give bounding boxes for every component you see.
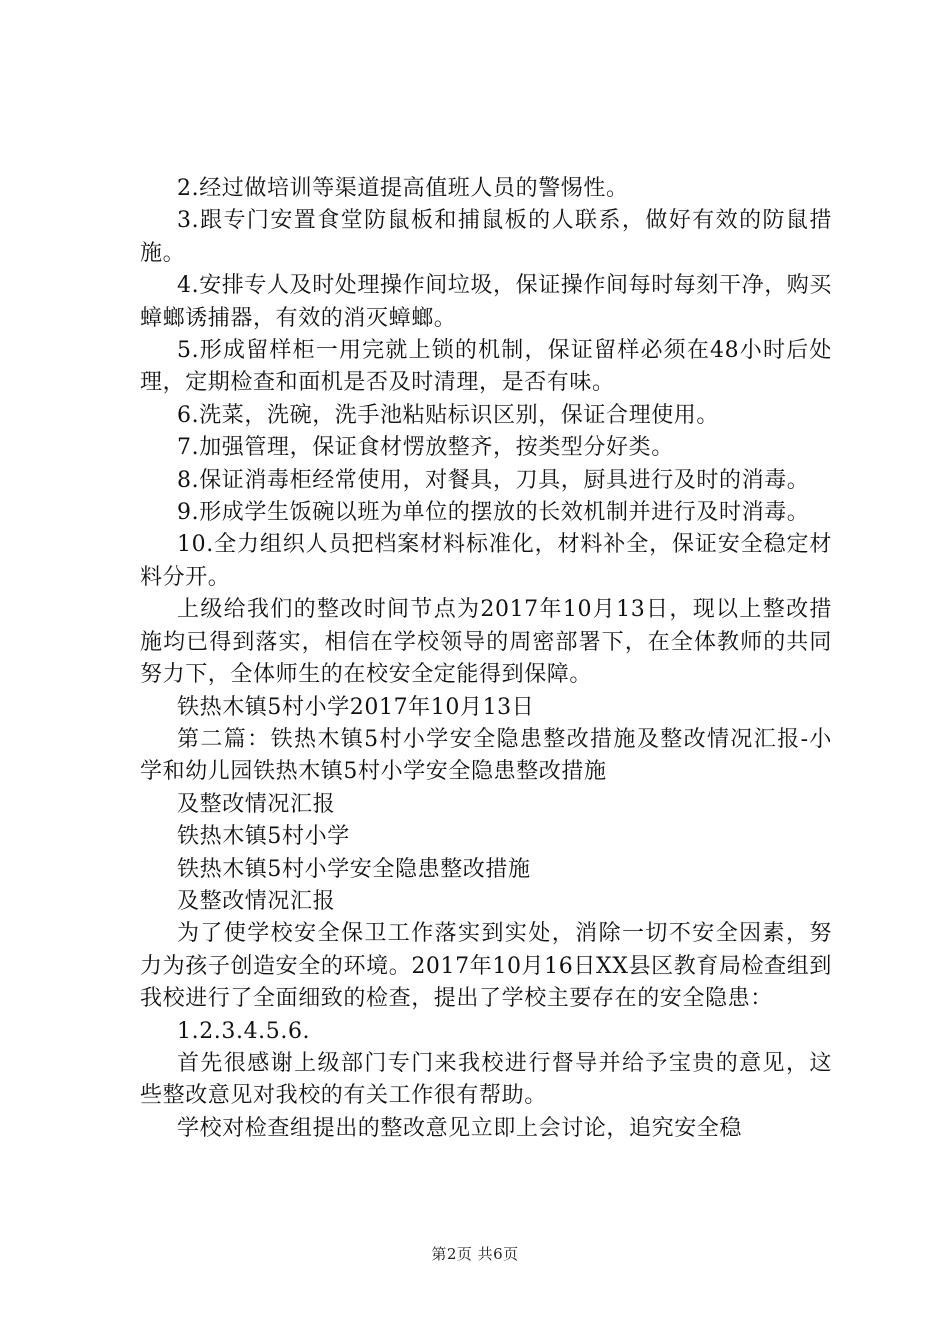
paragraph-item-6: 6.洗菜，洗碗，洗手池粘贴标识区别，保证合理使用。 [177, 402, 719, 428]
section-heading: 第二篇：铁热木镇5村小学安全隐患整改措施及整改情况汇报-小学和幼儿园铁热木镇5村小学安全隐患整改措施 [140, 726, 832, 785]
paragraph-hazard-list: 1.2.3.4.5.6. [177, 1018, 311, 1044]
school-name: 铁热木镇5村小学 [177, 824, 350, 850]
paragraph-item-5: 5.形成留样柜一用完就上锁的机制，保证留样必须在48小时后处理，定期检查和面机是否及时清理，是否有味。 [140, 338, 832, 396]
paragraph-intro: 为了使学校安全保卫工作落实到实处，消除一切不安全因素，努力为孩子创造安全的环境。2017年10月16日XX县区教育局检查组到我校进行了全面细致的检查，提出了学校主要存在的安全隐患： [140, 921, 832, 1012]
paragraph-thanks: 首先很感谢上级部门专门来我校进行督导并给予宝贵的意见，这些整改意见对我校的有关工作很有帮助。 [140, 1050, 832, 1109]
paragraph-item-7: 7.加强管理，保证食材愣放整齐，按类型分好类。 [177, 435, 674, 461]
document-body [140, 173, 832, 1145]
report-title-continued: 及整改情况汇报 [177, 888, 336, 914]
paragraph-item-2: 2.经过做培训等渠道提高值班人员的警惕性。 [177, 176, 629, 201]
paragraph-item-8: 8.保证消毒柜经常使用，对餐具，刀具，厨具进行及时的消毒。 [177, 467, 810, 493]
paragraph-deadline: 上级给我们的整改时间节点为2017年10月13日，现以上整改措施均已得到落实，相信在学校领导的周密部署下，在全体教师的共同努力下，全体师生的在校安全定能得到保障。 [140, 597, 832, 688]
paragraph-item-4: 4.安排专人及时处理操作间垃圾，保证操作间每时每刻干净，购买蟑螂诱捕器，有效的消灭蟑螂。 [140, 273, 832, 331]
paragraph-item-9: 9.形成学生饭碗以班为单位的摆放的长效机制并进行及时消毒。 [177, 500, 810, 526]
report-title: 铁热木镇5村小学安全隐患整改措施 [177, 856, 531, 882]
paragraph-item-3: 3.跟专门安置食堂防鼠板和捕鼠板的人联系，做好有效的防鼠措施。 [140, 208, 832, 266]
section-heading-continued: 及整改情况汇报 [177, 791, 336, 817]
paragraph-discussion: 学校对检查组提出的整改意见立即上会讨论，追究安全稳 [177, 1115, 743, 1141]
page-number-footer: 第2页 共6页 [431, 1245, 519, 1263]
paragraph-signature: 铁热木镇5村小学2017年10月13日 [177, 694, 535, 720]
paragraph-item-10: 10.全力组织人员把档案材料标准化，材料补全，保证安全稳定材料分开。 [140, 532, 832, 590]
